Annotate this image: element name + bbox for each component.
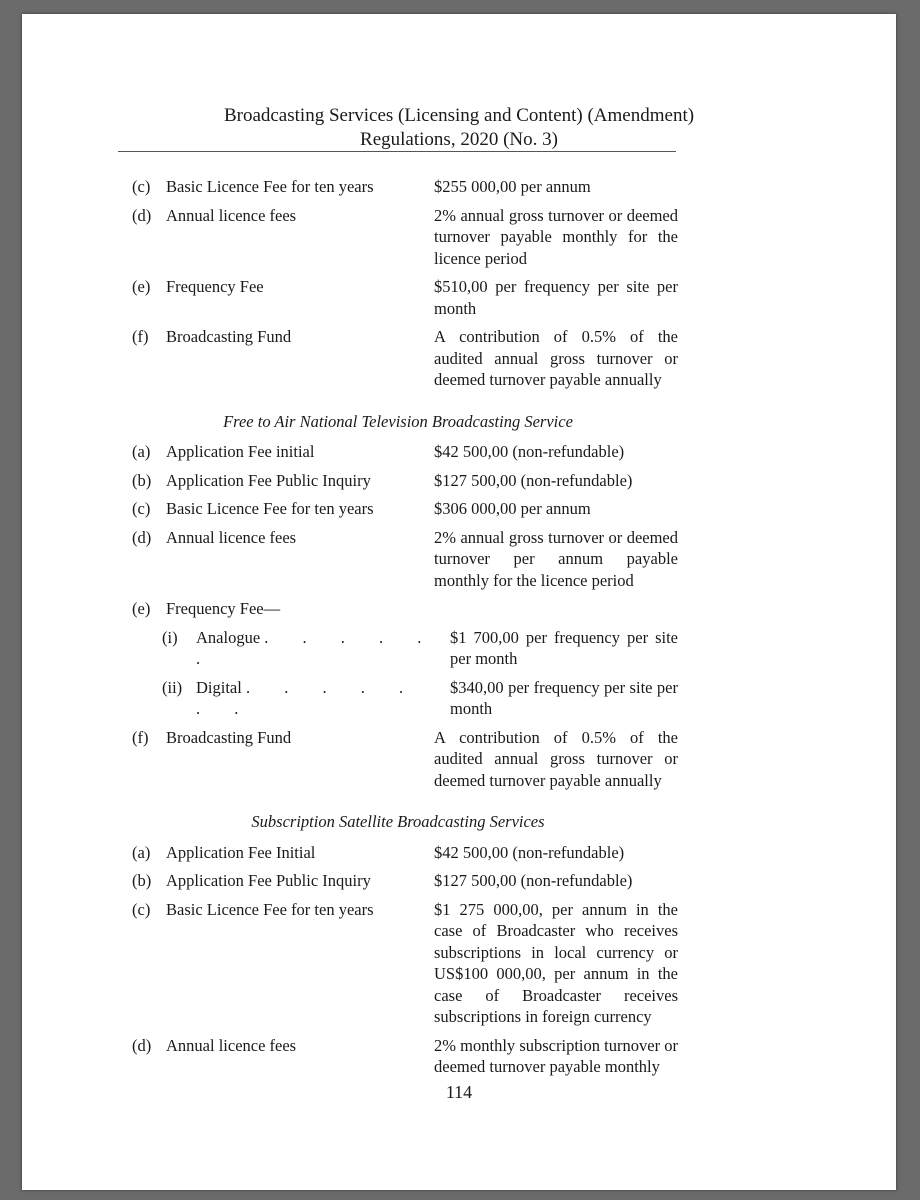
item-label: (c) [132,499,151,518]
fee-schedule [118,176,678,1085]
item-value: 2% annual gross turnover or deemed turnover payable monthly for the licence period [434,205,678,268]
item-description: Basic Licence Fee for ten years [166,177,374,196]
item-description: Basic Licence Fee for ten years [166,499,374,518]
item-value: A contribution of 0.5% of the audited annual gross turnover or deemed turnover payable annually [434,727,678,790]
subitem-description [196,627,450,670]
leader-dots: . . . . . . [196,627,437,668]
fee-row [118,498,678,520]
item-label: (d) [132,1035,152,1055]
item-description: Frequency Fee [166,277,264,296]
item-description: Annual licence fees [166,527,297,547]
item-value: $42 500,00 (non-refundable) [434,842,625,862]
item-value: $127 500,00 (non-refundable) [434,470,633,490]
fee-row [118,1035,678,1078]
fee-row [118,205,678,270]
item-description: Broadcasting Fund [166,327,292,346]
item-value: 2% annual gross turnover or deemed turnover per annum payable monthly for the licence period [434,527,678,590]
item-description: Application Fee Initial [166,842,316,862]
item-value: $255 000,00 per annum [434,177,591,196]
fee-row [118,842,678,864]
fee-subrow [118,677,678,720]
item-value: $510,00 per frequency per site per month [434,277,678,318]
item-description: Basic Licence Fee for ten years [166,899,374,919]
subitem-label: (i) [162,627,178,647]
item-label: (e) [132,599,151,618]
leader-dots: . . . . . . . [196,677,419,718]
item-description: Frequency Fee— [166,599,281,618]
fee-row [118,870,678,892]
item-value: $42 500,00 (non-refundable) [434,442,625,461]
header-rule [118,151,676,152]
item-description: Annual licence fees [166,205,297,225]
item-description: Annual licence fees [166,1035,297,1055]
item-label: (a) [132,442,151,461]
fee-subrow [118,627,678,670]
fee-row [118,899,678,1028]
fee-row [118,441,678,463]
subitem-label: (ii) [162,677,183,697]
fee-row [118,276,678,319]
subitem-name: Analogue [196,627,261,647]
fee-row [118,527,678,592]
fee-row [118,326,678,391]
subitem-value: $340,00 per frequency per site per month [450,677,678,718]
item-label: (b) [132,871,152,890]
fee-row [118,176,678,198]
subitem-value: $1 700,00 per frequency per site per month [450,627,678,668]
page-header [22,104,896,152]
item-label: (d) [132,205,152,225]
header-title-line2: Regulations, 2020 (No. 3) [360,129,558,150]
item-description: Application Fee Public Inquiry [166,871,371,890]
item-label: (a) [132,842,151,862]
item-value: $127 500,00 (non-refundable) [434,871,633,890]
fee-row [118,727,678,792]
item-value: A contribution of 0.5% of the audited annual gross turnover or deemed turnover payable annually [434,327,678,389]
item-label: (f) [132,327,149,346]
item-value: $1 275 000,00, per annum in the case of Broadcaster who receives subscriptions in local currency or US$100 000,00, per annum in the case of Broadcaster receives subscriptions in foreign currency [434,899,678,1026]
section-title-subscription-satellite: Subscription Satellite Broadcasting Services [251,812,545,831]
item-value [434,598,678,620]
item-description: Application Fee initial [166,442,315,461]
item-label: (c) [132,177,151,196]
section-title-free-to-air: Free to Air National Television Broadcasting Service [223,411,573,431]
document-page [22,14,896,1190]
fee-row [118,470,678,492]
item-label: (d) [132,527,152,547]
item-value: $306 000,00 per annum [434,499,591,518]
item-description: Broadcasting Fund [166,727,292,747]
item-label: (e) [132,277,151,296]
fee-row [118,598,678,620]
subitem-name: Digital [196,677,242,697]
subitem-description [196,677,450,720]
item-label: (c) [132,899,151,919]
header-title-line1: Broadcasting Services (Licensing and Content) (Amendment) [223,105,695,126]
item-label: (f) [132,727,149,747]
item-description: Application Fee Public Inquiry [166,470,371,490]
page-number: 114 [445,1082,473,1102]
item-label: (b) [132,470,152,490]
item-value: 2% monthly subscription turnover or deemed turnover payable monthly [434,1035,678,1076]
